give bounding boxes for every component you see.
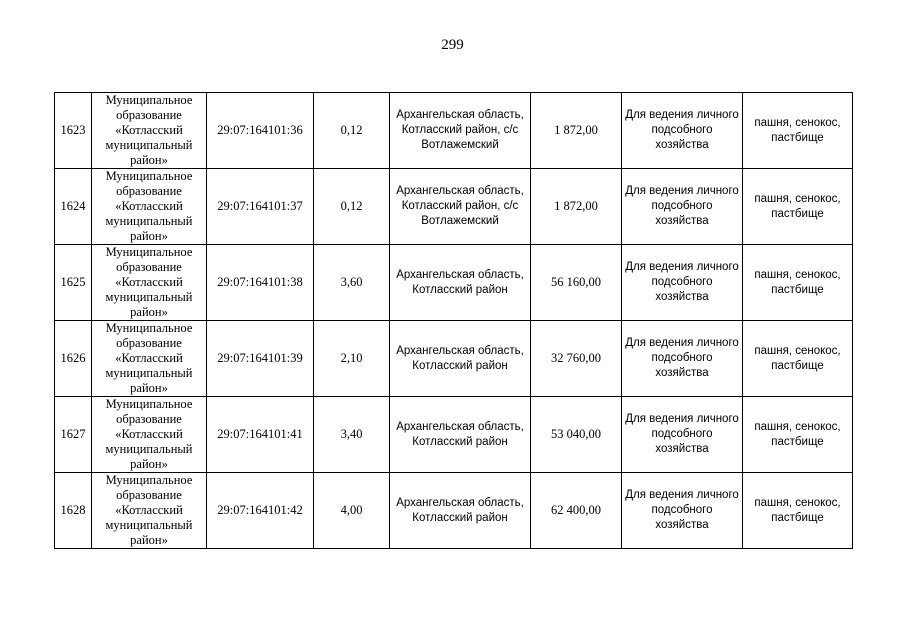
land-usage-cell: пашня, сенокос, пастбище [743,397,853,473]
table-row [55,397,853,473]
land-usage-cell: пашня, сенокос, пастбище [743,321,853,397]
page-number: 299 [441,37,464,53]
row-number: 1625 [55,245,92,321]
location-cell: Архангельская область, Котласский район [390,473,531,549]
location-cell: Архангельская область, Котласский район, с/с Вотлажемский [390,93,531,169]
area-cell: 3,60 [314,245,390,321]
owner-cell: Муниципальное образование «Котласский муниципальный район» [92,169,207,245]
cadastral-value-cell: 1 872,00 [531,169,622,245]
cadastral-value-cell: 1 872,00 [531,93,622,169]
location-cell: Архангельская область, Котласский район [390,397,531,473]
cadastral-number-cell: 29:07:164101:39 [207,321,314,397]
permitted-use-cell: Для ведения личного подсобного хозяйства [622,245,743,321]
owner-cell: Муниципальное образование «Котласский муниципальный район» [92,473,207,549]
area-cell: 0,12 [314,93,390,169]
cadastral-value-cell: 53 040,00 [531,397,622,473]
table-row [55,169,853,245]
table-row [55,473,853,549]
cadastral-value-cell: 32 760,00 [531,321,622,397]
area-cell: 2,10 [314,321,390,397]
owner-cell: Муниципальное образование «Котласский муниципальный район» [92,321,207,397]
owner-cell: Муниципальное образование «Котласский муниципальный район» [92,245,207,321]
land-usage-cell: пашня, сенокос, пастбище [743,473,853,549]
permitted-use-cell: Для ведения личного подсобного хозяйства [622,321,743,397]
cadastral-number-cell: 29:07:164101:42 [207,473,314,549]
row-number: 1624 [55,169,92,245]
permitted-use-cell: Для ведения личного подсобного хозяйства [622,473,743,549]
table-row [55,321,853,397]
location-cell: Архангельская область, Котласский район [390,245,531,321]
table-row [55,93,853,169]
row-number: 1626 [55,321,92,397]
table-row [55,245,853,321]
area-cell: 3,40 [314,397,390,473]
row-number: 1623 [55,93,92,169]
cadastral-number-cell: 29:07:164101:38 [207,245,314,321]
area-cell: 0,12 [314,169,390,245]
land-usage-cell: пашня, сенокос, пастбище [743,93,853,169]
owner-cell: Муниципальное образование «Котласский муниципальный район» [92,93,207,169]
row-number: 1627 [55,397,92,473]
owner-cell: Муниципальное образование «Котласский муниципальный район» [92,397,207,473]
cadastral-number-cell: 29:07:164101:36 [207,93,314,169]
land-usage-cell: пашня, сенокос, пастбище [743,169,853,245]
area-cell: 4,00 [314,473,390,549]
land-plots-table [54,92,853,549]
permitted-use-cell: Для ведения личного подсобного хозяйства [622,93,743,169]
row-number: 1628 [55,473,92,549]
land-usage-cell: пашня, сенокос, пастбище [743,245,853,321]
permitted-use-cell: Для ведения личного подсобного хозяйства [622,397,743,473]
cadastral-number-cell: 29:07:164101:37 [207,169,314,245]
cadastral-value-cell: 56 160,00 [531,245,622,321]
cadastral-number-cell: 29:07:164101:41 [207,397,314,473]
location-cell: Архангельская область, Котласский район [390,321,531,397]
cadastral-value-cell: 62 400,00 [531,473,622,549]
permitted-use-cell: Для ведения личного подсобного хозяйства [622,169,743,245]
location-cell: Архангельская область, Котласский район, с/с Вотлажемский [390,169,531,245]
